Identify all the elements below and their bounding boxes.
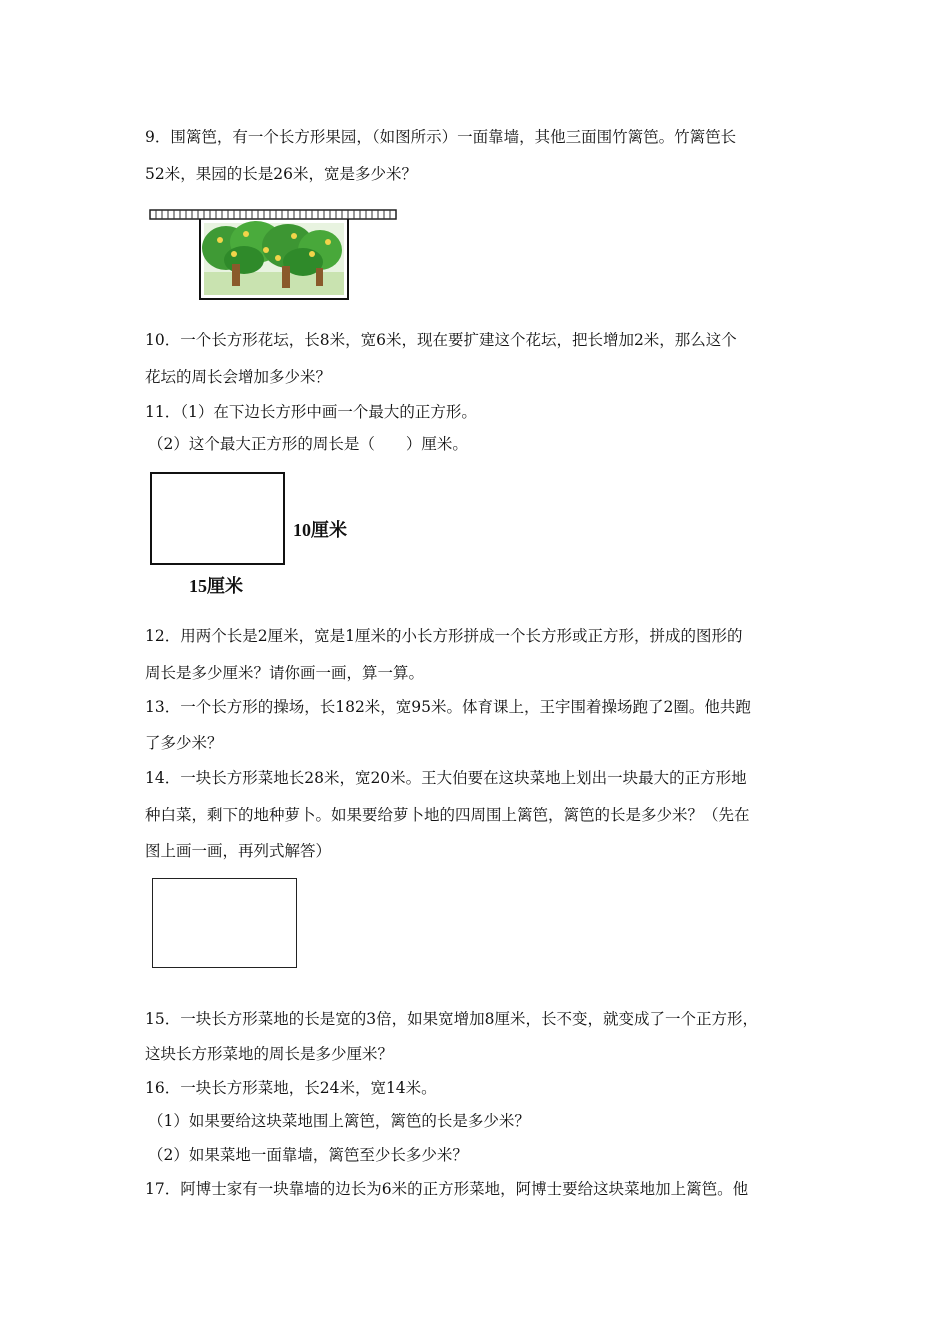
q15-line-2: 这块长方形菜地的周长是多少厘米？ [145,1045,394,1063]
q14-line-3: 图上画一画，再列式解答） [145,842,332,860]
q11-line-1: 11．（1）在下边长方形中画一个最大的正方形。 [145,403,477,421]
q10-line-2: 花坛的周长会增加多少米？ [145,368,332,386]
q12-line-1: 12．用两个长是2厘米，宽是1厘米的小长方形拼成一个长方形或正方形，拼成的图形的 [145,627,743,645]
q16-line-3: （2）如果菜地一面靠墙，篱笆至少长多少米？ [148,1146,468,1164]
q15-line-1: 15．一块长方形菜地的长是宽的3倍，如果宽增加8厘米，长不变，就变成了一个正方形， [145,1010,758,1028]
orchard-trees [202,221,344,295]
q11-line-2: （2）这个最大正方形的周长是（ ）厘米。 [148,435,468,453]
q16-line-1: 16．一块长方形菜地，长24米，宽14米。 [145,1079,437,1097]
rectangle-15x10 [150,472,285,565]
q9-line-2: 52米，果园的长是26米，宽是多少米？ [145,165,417,183]
height-label: 10厘米 [293,520,347,540]
q10-line-1: 10．一个长方形花坛，长8米，宽6米，现在要扩建这个花坛，把长增加2米，那么这个 [145,331,737,349]
q13-line-2: 了多少米？ [145,734,223,752]
q9-line-1: 9．围篱笆，有一个长方形果园，（如图所示）一面靠墙，其他三面围竹篱笆。竹篱笆长 [145,128,737,146]
q16-line-2: （1）如果要给这块菜地围上篱笆，篱笆的长是多少米？ [148,1112,530,1130]
q17-line-1: 17．阿博士家有一块靠墙的边长为6米的正方形菜地，阿博士要给这块菜地加上篱笆。他 [145,1180,749,1198]
q14-line-1: 14．一块长方形菜地长28米，宽20米。王大伯要在这块菜地上划出一块最大的正方形地 [145,769,747,787]
vegetable-plot-rectangle [152,878,297,968]
q13-line-1: 13．一个长方形的操场，长182米，宽95米。体育课上，王宇围着操场跑了2圈。他共跑 [145,698,751,716]
orchard-figure [148,206,400,304]
q14-line-2: 种白菜，剩下的地种萝卜。如果要给萝卜地的四周围上篱笆，篱笆的长是多少米？（先在 [145,806,750,824]
q12-line-2: 周长是多少厘米？请你画一画，算一算。 [145,664,425,682]
wall [150,210,396,219]
width-label: 15厘米 [189,576,243,596]
